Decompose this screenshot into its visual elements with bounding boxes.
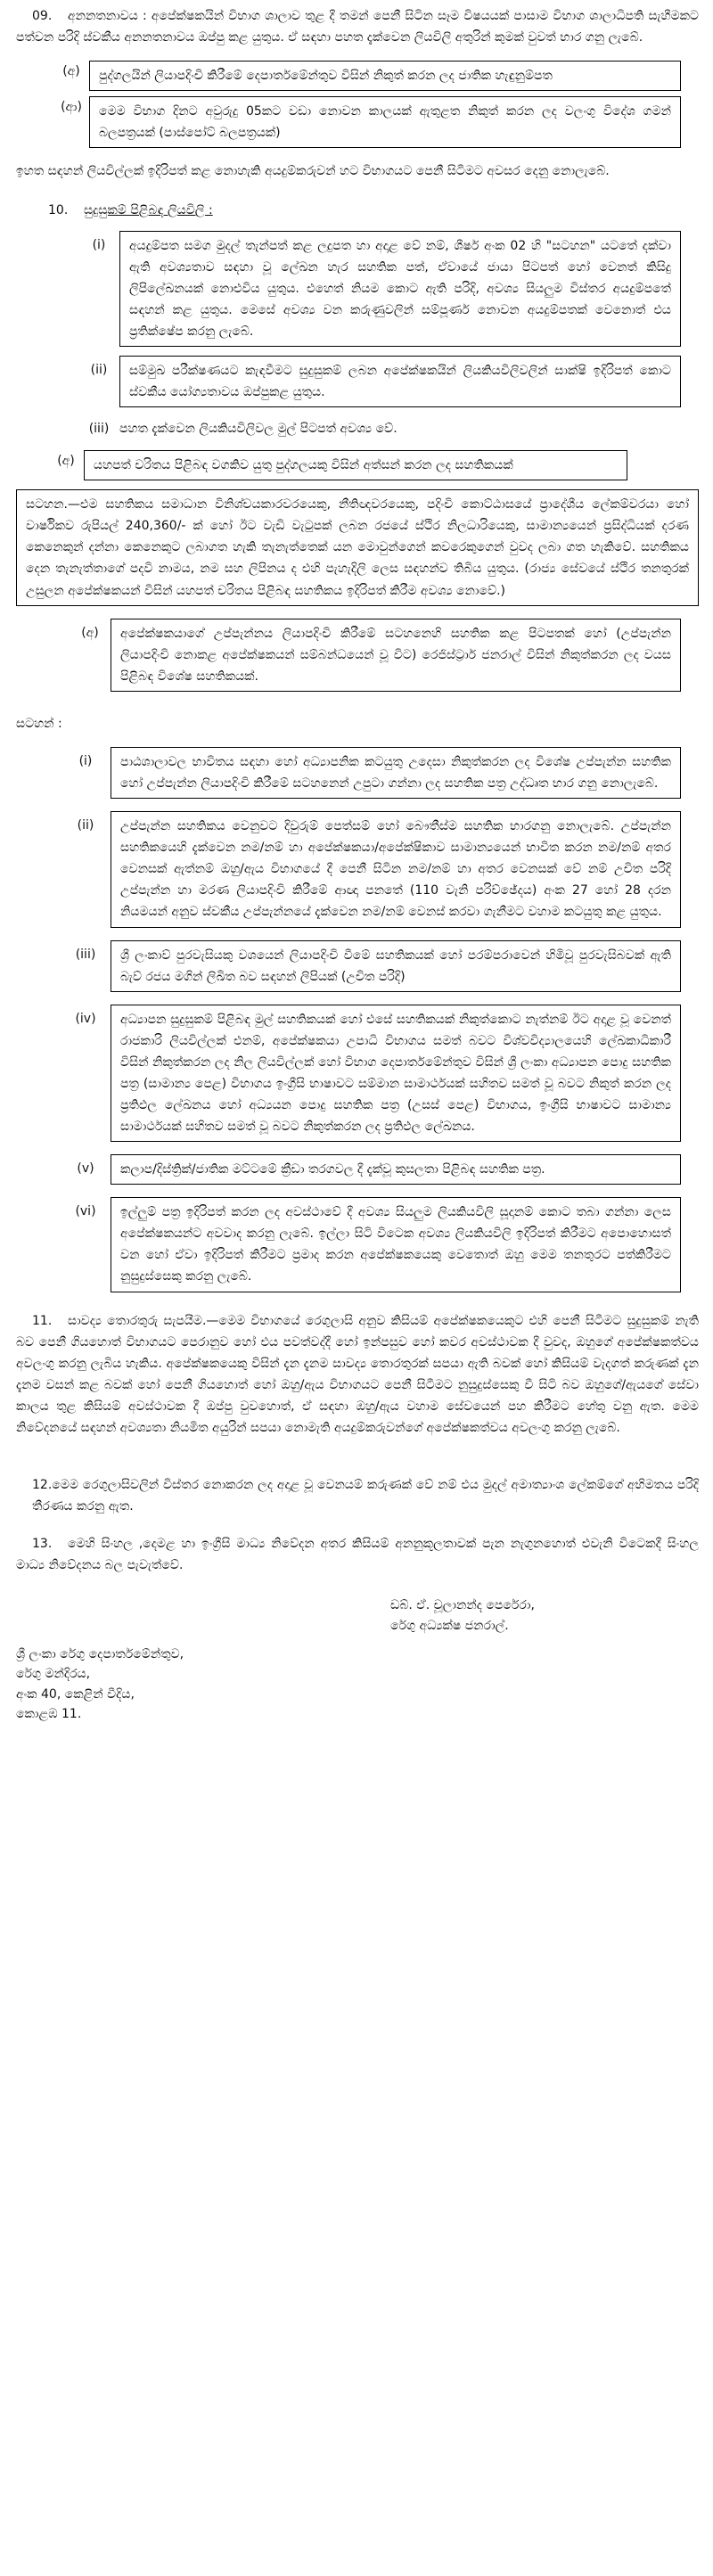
address-line: ශ්‍රී ලංකා රේගු දෙපාර්තමේන්තුව, — [16, 1647, 184, 1662]
item-box — [89, 96, 681, 148]
doc-req-item-ii — [78, 356, 681, 407]
note-item-vi — [61, 1197, 681, 1292]
address-line: රේගු මන්දිරය, — [16, 1667, 91, 1682]
notes-title: සටහන් : — [16, 716, 62, 731]
item-label: (i) — [78, 753, 93, 768]
section-09-text: අනනතනාවය : අපේක්ෂකයින් විභාග ශාලාව තුළ දී තමන් පෙනී සිටින සෑම විෂයයක් පාසාම විභාග ශාලාධිපති සැහීමකට පත්වන පරිදි ස්වකීය අනනතනාවය ඔප්පු කළ යුතුය. ඒ සඳහා පහත දැක්වෙන ලියවිලි අතුරින් කුමක් වුවත් භාර ගනු ලැබේ. — [16, 9, 699, 45]
item-box — [111, 811, 681, 927]
section-10-title: සුදුසුකම් පිළිබඳ ලියවිලි : — [84, 203, 213, 218]
item-text: ශ්‍රී ලංකාව් පුරවැසියකු වශයෙන් ලියාපදිංචි වීමේ සහතිකයක් හෝ පරම්පරාවෙන් හිමිවූ පුරවැසිබවක් ඇති බැව් රජය මගින් ලිඛිත බව සඳහන් ලිපියක් (උචිත පරිදි) — [120, 948, 671, 984]
note-item-v — [61, 1154, 681, 1185]
character-cert-note — [16, 489, 699, 605]
item-text: පාඨශාලාවල භාවිතය සඳහා හෝ අධ්‍යාපනික කටයුතු උදෙසා නිකුත්කරන ලද විශේෂ උප්පැන්න සහතික හෝ උප්පැන්න ලියාපදිංචි කිරීමේ සටහනෙන් උපුටා ගන්නා ලද සහතික පත්‍ර උද්ධෘත භාර ගනු නොලැබේ. — [120, 754, 671, 792]
item-label: (vi) — [75, 1204, 96, 1219]
item-text: අධ්‍යාපන සුදුසුකම් පිළිබඳ මුල් සහතිකයක් හෝ එසේ සහතිකයක් නිකුත්කොට නැත්නම් ඊට අදාළ වූ වෙනත් රාජකාරි ලියවිල්ලක් එනම්, අපේක්ෂකයා උපාධි විභාගය සමත් බවට විශ්වවිද්‍යාලයෙහි ලේඛකාධිකාරී විසින් නිකුත්කරන ලද නිල ලියවිල්ලක් හෝ විභාග දෙපාර්තමේන්තුව විසින් ශ්‍රී ලංකා අධ්‍යාපන පොදු සහතික පත්‍ර (සාමාන්‍ය පෙළ) විභාගය ඉංග්‍රීසි භාෂාවට සම්මාන සාමාර්ථයක් සහිතව සමත් වූ බවට නිකුත් කරන ලද ප්‍රතිඵල ලේඛනය හෝ අධ්‍යයන පොදු සහතික පත්‍ර (උසස් පෙළ) විභාගය, ඉංග්‍රීසි භාෂාවට සාමාන්‍ය සාමාර්ථයක් සහිතව සමත් වූ බවට නිකුත්කරන ලද ප්‍රතිඵල ලේඛනය. — [120, 1012, 671, 1135]
signature-block — [390, 1596, 699, 1636]
item-text: සම්මුඛ පරීක්ෂණයට කැඳවීමට සුදුසුකම් ලබන අපේක්ෂකයින් ලියකියවිලිවලින් සාක්ෂි ඉදිරිපත් කොට ස්වකීය යෝග්‍යතාවය ඔප්පුකළ යුතුය. — [129, 363, 671, 400]
item-text: අපේක්ෂකයාගේ උප්පැන්නය ලියාපදිංචි කිරීමේ සටහනෙහි සහතික කළ පිටපතක් හෝ (උප්පැන්න ලියාපදිංචි නොකළ අපේක්ෂකයන් සම්බන්ධයෙන් වූ විට) රෙජිස්ට්‍රාර් ජනරාල් විසින් නිකුත්කරන ලද වයස පිළිබඳ විශේෂ සහතිකයක්. — [120, 626, 671, 684]
item-label: (අ) — [57, 454, 75, 469]
item-box — [111, 1197, 681, 1292]
item-label: (අ) — [81, 625, 99, 640]
item-text: කලාප/දිස්ත්‍රික්/ජාතික මට්ටමේ ක්‍රීඩා තරගවල දී දැක්වූ කුසලතා පිළිබඳ සහතික පත්‍ර. — [120, 1162, 545, 1177]
character-cert-item — [48, 450, 627, 480]
item-label: (අ) — [62, 64, 80, 79]
item-label: (ii) — [90, 362, 108, 377]
note-item-iv — [61, 1005, 681, 1142]
signatory-title: රේගු අධ්‍යක්ෂ ජනරාල්. — [390, 1618, 509, 1633]
item-box — [119, 356, 681, 407]
item-box — [111, 747, 681, 799]
section-09-after: ඉහත සඳහන් ලියවිල්ලක් ඉදිරිපත් කළ නොහැකි අයදුම්කරුවන් හට විභාගයට පෙනී සිටීමට අවසර දෙනු නොලැබේ. — [16, 164, 610, 179]
item-box — [111, 940, 681, 992]
section-13-text: මෙහි සිංහල ,දෙමළ හා ඉංග්‍රීසි මාධ්‍ය නිවේදන අතර කිසියම් අනනුකූලතාවක් පැන නැගුනහොත් එවැනි විටෙකදී සිංහල මාධ්‍ය නිවේදනය බල පැවැත්වේ. — [16, 1537, 699, 1573]
address-line: අංක 40, කෙළින් වීදිය, — [16, 1686, 135, 1702]
item-text: මෙම විභාග දිනට අවුරුදු 05කට වඩා නොවන කාලයක් ඇතුළත නිකුත් කරන ලද වලංගු විදේශ ගමන් බලපත්‍රයක් (පාස්පෝට් බලපත්‍රයක්) — [99, 104, 671, 141]
item-box — [111, 619, 681, 692]
section-09 — [16, 5, 699, 48]
section-number: 11. — [32, 1313, 53, 1328]
item-text: අයදුම්පත සමග මුදල් තැන්පත් කළ ලදුපත හා අදාළ වේ නම්, ශීර්ෂ අංක 02 හි "සටහන" යටතේ දක්වා ඇති අවශ්‍යතාව සඳහා වූ ලේඛන හැර සහතික පත්, ඒවායේ ජායා පිටපත් හෝ වෙනත් කිසිදු ලිපිලේඛනයක් නොඑවිය යුතුය. එහෙත් නියම කොට ඇති පරිදි, අවශ්‍ය සියලුම විස්තර අයදුම්පතේ සඳහන් කළ යුතුය. මෙසේ අවශ්‍ය වන කරුණුවලින් සම්පූර්ණ නොවන අයදුම්පතක් වෙනොත් එය ප්‍රතික්ෂේප කරනු ලැබේ. — [129, 238, 671, 339]
item-label: (iii) — [75, 947, 96, 962]
item-box — [84, 450, 627, 480]
item-label: (ආ) — [61, 100, 82, 115]
note-item-i — [61, 747, 681, 799]
item-label: (iii) — [88, 422, 110, 437]
section-number: 09. — [32, 9, 53, 23]
doc-req-item-i — [78, 231, 681, 347]
section-number: 10. — [48, 203, 69, 218]
item-box — [111, 1154, 681, 1185]
signatory-name: ඩබ්. ඒ. චූලානන්ද පෙරේරා, — [390, 1598, 535, 1613]
section-13 — [16, 1533, 699, 1576]
item-text: යහපත් චරිතය පිළිබඳ වගකිව යුතු පුද්ගලයකු විසින් අත්සන් කරන ලද සහතිකයක් — [94, 458, 513, 473]
item-box — [119, 231, 681, 347]
item-text: පහත දැක්වෙන ලියකියවිලිවල මුල් පිටපත් අවශ්‍ය වේ. — [119, 422, 397, 437]
section-10-heading — [16, 200, 699, 221]
address-line: කොළඹ 11. — [16, 1707, 82, 1722]
section-12 — [16, 1474, 699, 1517]
item-box — [111, 1005, 681, 1142]
birth-cert-item — [70, 619, 681, 692]
item-text: උප්පැන්න සහතිකය වෙනුවට දිවුරුම් පෙත්සම් හෝ බෞතීස්ම සහතික භාරගනු නොලැබේ. උප්පැන්න සහතිකයෙහි දැක්වෙන නම/නම් හා අපේක්ෂකයා/අපේක්ෂිකාව සාමාන්‍යයෙන් භාවිත කරන නම/නම් අතර වෙනසක් ඇත්නම් ඔහු/ඇය විභාගයේ දී පෙනී සිටින නම/නම් හා අතර වෙනසක් වේ නම් උචිත පරිදි උප්පැන්න හා මරණ ලියාපදිංචි කිරීමේ ආඥා පනතේ (110 වැනි පරිච්ඡේදය) අංක 27 හෝ 28 දරන නියමයන් අනුව ස්වකීය උප්පැන්නයේ දැක්වෙන නම/නම් වෙනස් කරවා ගැනීමට වහාම කටයුතු කළ යුතුය. — [120, 819, 671, 920]
item-label: (iv) — [75, 1011, 96, 1026]
item-text: පුද්ගලයින් ලියාපදිංචි කිරීමේ දෙපාර්තමේන්තුව විසින් නිකුත් කරන ලද ජාතික හැඳුනුම්පත — [99, 69, 553, 84]
item-label: (ii) — [77, 818, 94, 833]
item-label: (v) — [77, 1161, 94, 1177]
item-text: ඉල්ලුම් පත්‍ර ඉදිරිපත් කරන ලද අවස්ථාවේ දී අවශ්‍ය සියලුම ලියකියවිලි සූදානම් කොට තබා ගන්නා ලෙස අපේක්ෂකයන්ට අවවාද කරනු ලැබේ. ඉල්ලා සිටි විටෙක අවශ්‍ය ලියකියවිලි ඉදිරිපත් කිරීමට අපොහොසත් වන හෝ ඒවා ඉදිරිපත් කිරීමට ප්‍රමාද කරන අපේක්ෂකයෙකු වෙතොත් ඔහු මෙම තනතුරට පත්කිරීමට නුසුදුස්සෙකු කරනු ලැබේ. — [120, 1205, 671, 1284]
address-block — [16, 1645, 699, 1725]
doc-req-item-iii — [78, 418, 681, 439]
id-doc-item-aa — [53, 96, 681, 148]
id-doc-item-a — [53, 61, 681, 91]
note-item-iii — [61, 940, 681, 992]
item-box — [89, 61, 681, 91]
item-label: (i) — [92, 237, 106, 252]
section-number: 13. — [32, 1537, 53, 1552]
section-11-text: සාවද්‍ය තොරතුරු සැපයීම.—මෙම විභාගයේ රෙගුලාසි අනුව කිසියම් අපේක්ෂකයෙකුට එහි පෙනී සිටීමට සුදුසුකම් නැති බව පෙනී ගියහොත් විභාගයට පෙරානුව හෝ එය පවත්වද්දී හෝ ඉන්පසුව හෝ කවර අවස්ථාවක දී වුවද, ඔහුගේ අපේක්ෂකත්වය අවලංගු කරනු ලැබිය හැකිය. අපේක්ෂකයෙකු විසින් දැන දැනම සාවද්‍ය තොරතුරක් සපයා ඇති බවක් හෝ කිසියම් වැදගත් කරුණක් දැන දැනම වසන් කළ බවක් හෝ පෙනී ගියහොත් හෝ ඔහු/ඇය විභාගයට පෙනී සිටීමට නුසුදුස්සෙකු වී සිටි බව ඔහුගේ/ඇයගේ සේවා කාලය තුළ කිසියම් අවස්ථාවක දී ඔප්පු වුවහොත්, ඒ සඳහා ඔහු/ඇය වහාම සේවයෙන් පහ කිරීමට හේතු වනු ඇත. මෙම නිවේදනයේ සඳහන් අවශ්‍යතා නියමිත අයුරින් සපයා නොමැති අයදුම්කරුවන්ගේ අපේක්ෂකත්වය අවලංගු කරනු ලැබේ. — [16, 1313, 699, 1435]
note-text: සටහන.—එම සහතිකය සමාධාන විනිශ්චයකාරවරයෙකු, නීතිඥවරයෙකු, පදිංචි කොට්ඨාසයේ ප්‍රාදේශීය ලේකම්වරයා හෝ වාර්ෂිකව රුපියල් 240,360/- ක් හෝ ඊට වැඩි වැටුපක් ලබන රජයේ ස්ථිර නිලධාරියෙකු, සාමාන්‍යයෙන් ප්‍රසිද්ධියක් දරණ කෙනෙකුන් දන්නා කෙනෙකුට ලබාගත හැකි තැනැත්තෙක් යන මොවුන්ගෙන් කවරෙකුගෙන් වුවද ලබා ගත හැකිවේ. සහතිකය දෙන තැනැත්තාගේ පදවි නාමය, නම සහ ලිපිනය ද එහි පැහැදිලි ලෙස සඳහන්ව තිබිය යුතුය. (රාජ්‍ය සේවයේ ස්ථිර තනතුරක් උසුලන අපේක්ෂකයන් විසින් යහපත් චරිතය පිළිබඳ සහතිකය ඉදිරිපත් කිරීම අවශ්‍ය නොවේ.) — [26, 497, 689, 598]
note-item-ii — [61, 811, 681, 927]
section-12-text: 12.මෙම රෙගුලාසිවලින් විස්තර නොකරන ලද අදාළ වූ වෙනයම් කරුණක් වේ නම් එය මුදල් අමාත්‍යාංශ ලේකම්ගේ අභිමතය පරිදි තීරණය කරනු ඇත. — [32, 1477, 699, 1514]
section-11 — [16, 1310, 699, 1439]
